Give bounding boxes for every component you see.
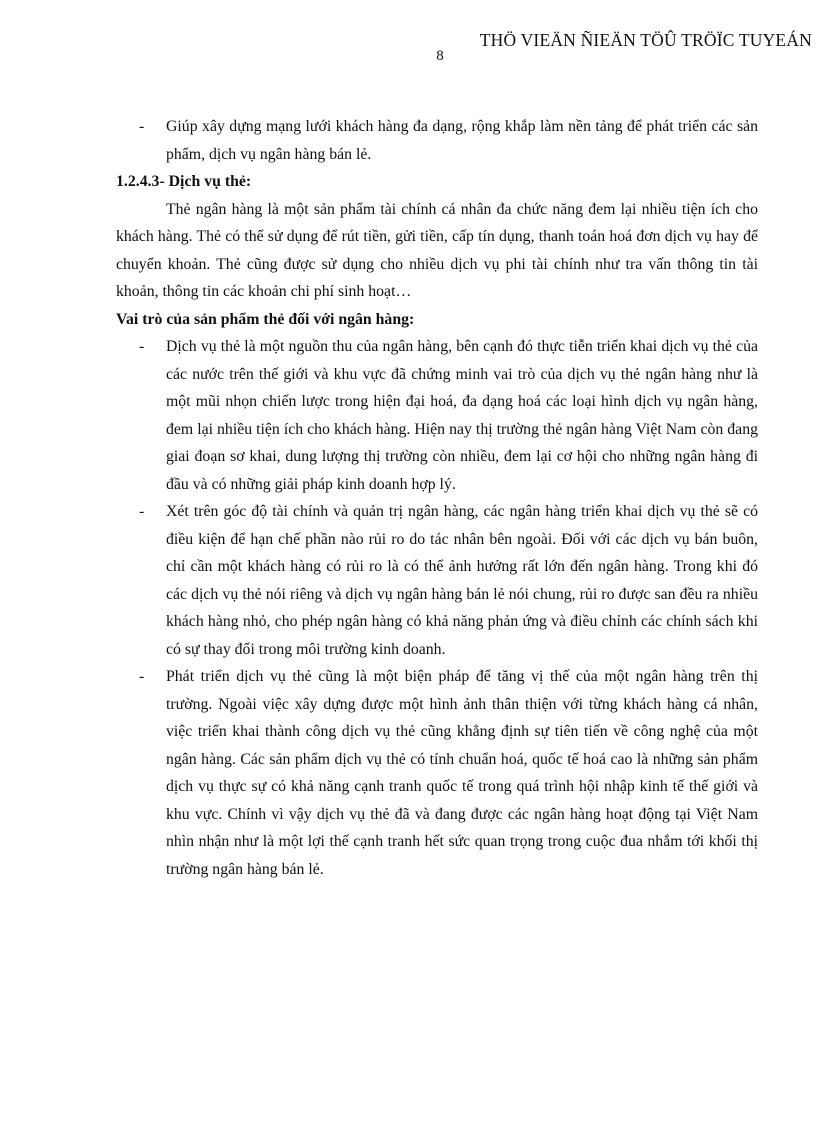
roles-heading: Vai trò của sản phẩm thẻ đối với ngân hàng: [116,310,415,328]
role-bullet-text: Xét trên góc độ tài chính và quản trị ngân hàng, các ngân hàng triển khai dịch vụ thẻ sẽ có điều kiện để hạn chế phần nào rủi ro do tác nhân bên ngoài. Đối với các dịch vụ bán buôn, chỉ cần một khách hàng có rủi ro là có thể ảnh hưởng rất lớn đến ngân hàng. Trong khi đó các dịch vụ thẻ nói riêng và dịch vụ ngân hàng bán lẻ nói chung, rủi ro được san đều ra nhiều khách hàng nhỏ, cho phép ngân hàng có khả năng phản ứng và điều chỉnh các chính sách khi có sự thay đổi trong môi trường kinh doanh. [166,503,758,658]
role-bullet-text: Dịch vụ thẻ là một nguồn thu của ngân hàng, bên cạnh đó thực tiễn triển khai dịch vụ thẻ của các nước trên thế giới và khu vực đã chứng minh vai trò của dịch vụ thẻ ngân hàng như là một mũi nhọn chiến lược trong hiện đại hoá, đa dạng hoá các loại hình dịch vụ ngân hàng, đem lại nhiều tiện ích cho khách hàng. Hiện nay thị trường thẻ ngân hàng Việt Nam còn đang giai đoạn sơ khai, dung lượng thị trường còn nhiều, đem lại cơ hội cho những ngân hàng đi đầu và có những giải pháp kinh doanh hợp lý. [166,338,758,493]
header-watermark: THÖ VIEÄN ÑIEÄN TÖÛ TRÖÏC TUYEÁN [479,30,812,50]
intro-bullet-item [116,113,758,168]
section-heading: 1.2.4.3- Dịch vụ thẻ: [116,173,252,190]
document-body [116,113,758,883]
bullet-dash: - [139,118,145,135]
role-bullet-item [116,333,758,498]
section-paragraph: Thẻ ngân hàng là một sản phẩm tài chính cá nhân đa chức năng đem lại nhiều tiện ích cho khách hàng. Thẻ có thể sử dụng để rút tiền, gửi tiền, cấp tín dụng, thanh toán hoá đơn dịch vụ hay để chuyển khoản. Thẻ cũng được sử dụng cho nhiều dịch vụ phi tài chính như tra vấn thông tin tài khoản, thông tin các khoản chi phí sinh hoạt… [116,200,758,300]
role-bullet-item [116,663,758,883]
role-bullet-text: Phát triển dịch vụ thẻ cũng là một biện pháp để tăng vị thế của một ngân hàng trên thị trường. Ngoài việc xây dựng được một hình ảnh thân thiện với từng khách hàng cá nhân, việc triển khai thành công dịch vụ thẻ cũng khẳng định sự tiên tiến về công nghệ của một ngân hàng. Các sản phẩm dịch vụ thẻ có tính chuẩn hoá, quốc tế hoá cao là những sản phẩm dịch vụ thực sự có khả năng cạnh tranh quốc tế trong quá trình hội nhập kinh tế thế giới và khu vực. Chính vì vậy dịch vụ thẻ đã và đang được các ngân hàng hoạt động tại Việt Nam nhìn nhận như là một lợi thế cạnh tranh hết sức quan trọng trong cuộc đua nhắm tới khối thị trường ngân hàng bán lẻ. [166,668,758,878]
role-bullet-item [116,498,758,663]
intro-bullet-text: Giúp xây dựng mạng lưới khách hàng đa dạng, rộng khắp làm nền tảng để phát triển các sản phẩm, dịch vụ ngân hàng bán lẻ. [166,118,758,163]
bullet-dash: - [139,338,145,355]
page-number: 8 [436,48,444,64]
bullet-dash: - [139,503,145,520]
bullet-dash: - [139,668,145,685]
